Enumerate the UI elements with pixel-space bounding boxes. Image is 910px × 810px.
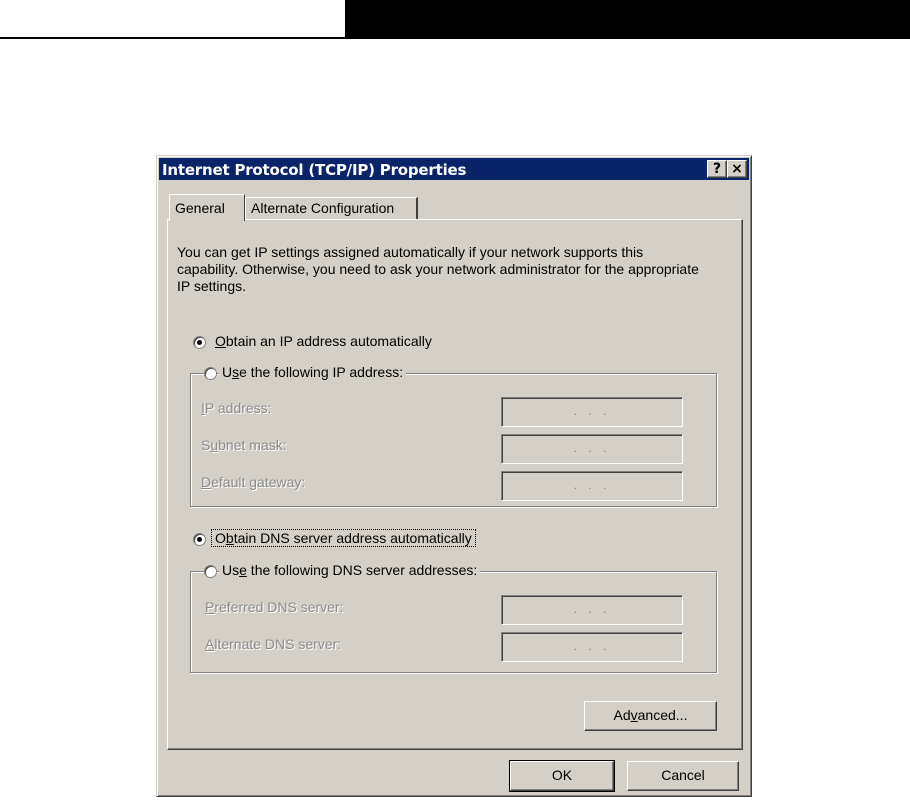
obtain-dns-auto-label[interactable]: Obtain DNS server address automatically — [212, 530, 475, 546]
cancel-button[interactable]: Cancel — [627, 761, 739, 791]
subnet-mask-field[interactable]: . . . — [501, 434, 683, 464]
ip-address-label: IP address: — [201, 400, 272, 416]
use-dns-address-label[interactable]: Use the following DNS server addresses: — [219, 562, 480, 578]
ok-button[interactable]: OK — [510, 761, 614, 791]
use-ip-address-label[interactable]: Use the following IP address: — [219, 364, 406, 380]
tcpip-properties-dialog — [156, 155, 752, 797]
obtain-ip-auto-label[interactable]: Obtain an IP address automatically — [212, 333, 435, 349]
default-gateway-field[interactable]: . . . — [501, 471, 683, 501]
alternate-dns-label: Alternate DNS server: — [205, 636, 342, 652]
alternate-dns-field[interactable]: . . . — [501, 632, 683, 662]
use-ip-address-radio[interactable] — [204, 367, 217, 380]
advanced-button[interactable]: Advanced... — [584, 701, 717, 731]
obtain-ip-auto-radio[interactable] — [193, 336, 206, 349]
default-gateway-label: Default gateway: — [201, 474, 306, 490]
help-button[interactable]: ? — [707, 160, 727, 178]
title-bar[interactable] — [159, 158, 749, 180]
subnet-mask-label: Subnet mask: — [201, 437, 287, 453]
description-text: You can get IP settings assigned automatically if your network supports this capability. Otherwise, you need to ask your network administrator for the appropriate IP settings. — [177, 244, 699, 294]
tab-general[interactable]: General — [169, 194, 245, 221]
ip-address-field[interactable]: . . . — [501, 397, 683, 427]
obtain-dns-auto-radio[interactable] — [193, 533, 206, 546]
dns-server-group — [190, 571, 717, 673]
document-header-rule — [0, 37, 345, 39]
close-button[interactable] — [727, 160, 747, 178]
document-header-band — [345, 0, 910, 39]
preferred-dns-field[interactable]: . . . — [501, 595, 683, 625]
use-dns-address-radio[interactable] — [204, 565, 217, 578]
dialog-title: Internet Protocol (TCP/IP) Properties — [162, 161, 467, 179]
preferred-dns-label: Preferred DNS server: — [205, 599, 344, 615]
close-icon: × — [731, 161, 743, 177]
ip-address-group — [190, 373, 717, 507]
tab-alternate-configuration[interactable]: Alternate Configuration — [245, 197, 418, 219]
